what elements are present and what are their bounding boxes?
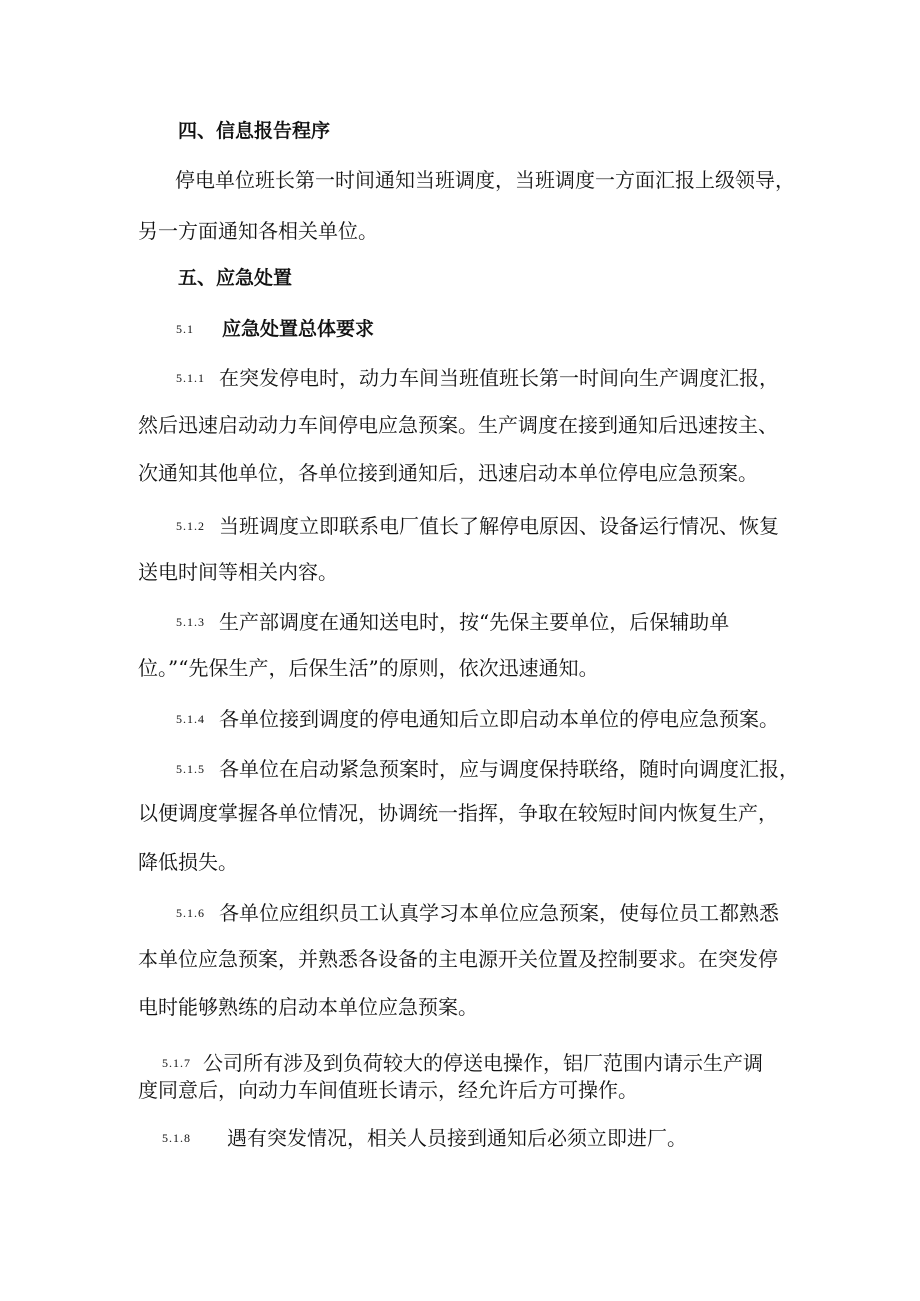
- clause-number: 5.1.3: [176, 614, 205, 629]
- clause-5-1-2-line-1: 5.1.2 当班调度立即联系电厂值长了解停电原因、设备运行情况、恢复: [176, 513, 779, 538]
- clause-5-1-8-line-1: 5.1.8 遇有突发情况，相关人员接到通知后必须立即进厂。: [162, 1125, 687, 1150]
- clause-5-1-5-line-2: 以便调度掌握各单位情况，协调统一指挥，争取在较短时间内恢复生产，: [138, 801, 778, 825]
- clause-5-1-1-line-3: 次通知其他单位，各单位接到通知后，迅速启动本单位停电应急预案。: [138, 461, 758, 485]
- section-5-heading: 五、应急处置: [178, 267, 293, 289]
- clause-5-1-7-line-2: 度同意后，向动力车间值班长请示，经允许后方可操作。: [138, 1078, 638, 1102]
- section-4-line-1: 停电单位班长第一时间通知当班调度，当班调度一方面汇报上级领导，: [175, 168, 795, 192]
- clause-5-1-6-line-1: 5.1.6 各单位应组织员工认真学习本单位应急预案，使每位员工都熟悉: [176, 900, 779, 925]
- section-4-line-2: 另一方面通知各相关单位。: [138, 219, 378, 243]
- clause-5-1-7-line-1: 5.1.7 公司所有涉及到负荷较大的停送电操作，铝厂范围内请示生产调: [162, 1050, 763, 1075]
- clause-number: 5.1.2: [176, 518, 205, 533]
- clause-5-1-1-line-1: 5.1.1 在突发停电时，动力车间当班值班长第一时间向生产调度汇报，: [176, 365, 779, 390]
- section-4-heading: 四、信息报告程序: [178, 120, 331, 142]
- clause-5-1-6-line-2: 本单位应急预案，并熟悉各设备的主电源开关位置及控制要求。在突发停: [138, 947, 778, 971]
- clause-number: 5.1.8: [162, 1130, 191, 1145]
- clause-5-1-6-line-3: 电时能够熟练的启动本单位应急预案。: [138, 995, 478, 1019]
- clause-5-1-4-line-1: 5.1.4 各单位接到调度的停电通知后立即启动本单位的停电应急预案。: [176, 706, 779, 731]
- clause-number: 5.1.6: [176, 905, 205, 920]
- subsection-5-1: [176, 315, 374, 341]
- subsection-title: 应急处置总体要求: [222, 317, 375, 340]
- subsection-number: 5.1: [176, 321, 194, 336]
- clause-5-1-5-line-3: 降低损失。: [138, 850, 238, 874]
- clause-5-1-3-line-1: 5.1.3 生产部调度在通知送电时，按“先保主要单位，后保辅助单: [176, 609, 730, 634]
- clause-number: 5.1.1: [176, 370, 205, 385]
- clause-number: 5.1.4: [176, 711, 205, 726]
- clause-5-1-1-line-2: 然后迅速启动动力车间停电应急预案。生产调度在接到通知后迅速按主、: [138, 413, 778, 437]
- clause-5-1-5-line-1: 5.1.5 各单位在启动紧急预案时，应与调度保持联络，随时向调度汇报，: [176, 756, 799, 781]
- clause-number: 5.1.7: [162, 1055, 191, 1070]
- clause-5-1-3-line-2: 位。”“先保生产，后保生活”的原则，依次迅速通知。: [138, 656, 599, 680]
- clause-number: 5.1.5: [176, 761, 205, 776]
- clause-5-1-2-line-2: 送电时间等相关内容。: [138, 560, 338, 584]
